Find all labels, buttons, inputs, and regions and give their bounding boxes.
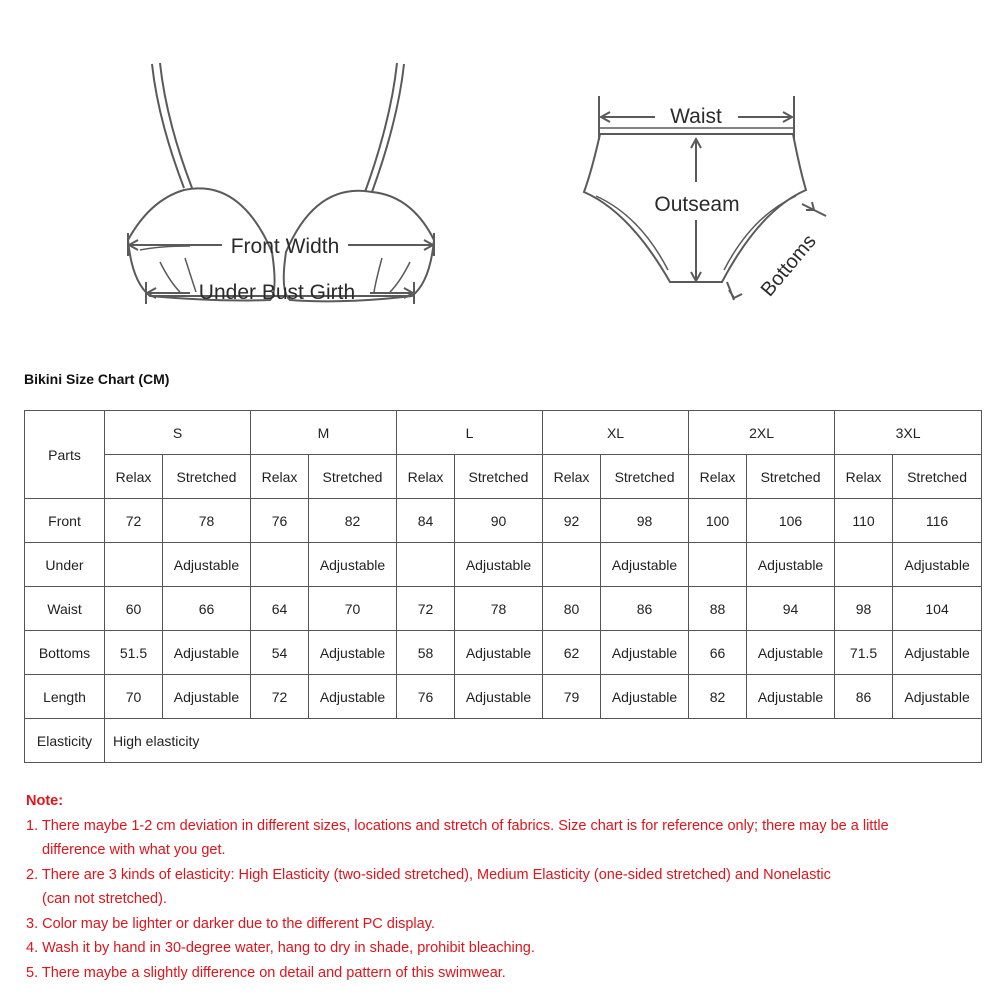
elasticity-value: High elasticity — [105, 719, 982, 763]
table-cell: Adjustable — [747, 675, 835, 719]
table-cell: 94 — [747, 587, 835, 631]
table-cell: Adjustable — [309, 675, 397, 719]
table-cell: 72 — [251, 675, 309, 719]
table-cell: 80 — [543, 587, 601, 631]
table-cell: 70 — [105, 675, 163, 719]
outseam-label: Outseam — [654, 193, 740, 216]
note-item: 3. Color may be lighter or darker due to the different PC display. — [26, 915, 435, 932]
note-item: 4. Wash it by hand in 30-degree water, hang to dry in shade, prohibit bleaching. — [26, 940, 535, 956]
relax-header: Relax — [689, 455, 747, 499]
table-cell: Adjustable — [747, 543, 835, 587]
table-cell: Adjustable — [601, 675, 689, 719]
size-header-row — [25, 411, 982, 455]
bottoms-label: Bottoms — [756, 230, 821, 301]
stretched-header: Stretched — [163, 455, 251, 499]
bikini-top-diagram — [128, 63, 434, 304]
table-cell: 76 — [397, 675, 455, 719]
table-cell — [543, 543, 601, 587]
table-cell — [835, 543, 893, 587]
size-chart-title: Bikini Size Chart (CM) — [24, 371, 170, 387]
table-cell: Adjustable — [601, 543, 689, 587]
table-cell — [397, 543, 455, 587]
notes-list — [26, 814, 986, 986]
stretched-header: Stretched — [893, 455, 982, 499]
notes-section — [26, 789, 986, 985]
table-cell: 88 — [689, 587, 747, 631]
table-cell: 98 — [835, 587, 893, 631]
row-label: Waist — [25, 587, 105, 631]
table-cell: Adjustable — [893, 631, 982, 675]
relax-header: Relax — [105, 455, 163, 499]
table-cell: 72 — [397, 587, 455, 631]
table-cell: 51.5 — [105, 631, 163, 675]
notes-heading: Note: — [26, 793, 64, 809]
table-cell: 90 — [455, 499, 543, 543]
table-cell: 62 — [543, 631, 601, 675]
table-cell: 78 — [163, 499, 251, 543]
sub-header-row — [25, 455, 982, 499]
table-row — [25, 587, 982, 631]
table-cell: 71.5 — [835, 631, 893, 675]
table-cell: 54 — [251, 631, 309, 675]
table-cell: Adjustable — [309, 631, 397, 675]
table-row — [25, 543, 982, 587]
table-cell: Adjustable — [163, 675, 251, 719]
stretched-header: Stretched — [601, 455, 689, 499]
table-row — [25, 675, 982, 719]
table-cell: 78 — [455, 587, 543, 631]
note-continuation: difference with what you get. — [42, 842, 226, 858]
table-cell — [689, 543, 747, 587]
table-cell: 66 — [689, 631, 747, 675]
table-cell: Adjustable — [747, 631, 835, 675]
table-cell: 98 — [601, 499, 689, 543]
table-cell: Adjustable — [163, 631, 251, 675]
front-width-label: Front Width — [230, 235, 340, 258]
table-row — [25, 499, 982, 543]
table-cell: Adjustable — [601, 631, 689, 675]
table-cell: 66 — [163, 587, 251, 631]
table-cell: Adjustable — [455, 543, 543, 587]
size-header: M — [251, 411, 397, 455]
table-cell: 106 — [747, 499, 835, 543]
table-cell: Adjustable — [893, 543, 982, 587]
table-cell: 60 — [105, 587, 163, 631]
measurement-diagram — [0, 0, 1001, 345]
row-label: Length — [25, 675, 105, 719]
parts-header: Parts — [25, 411, 105, 499]
table-cell: 72 — [105, 499, 163, 543]
table-cell: 110 — [835, 499, 893, 543]
waist-label: Waist — [670, 105, 722, 128]
table-cell: Adjustable — [309, 543, 397, 587]
elasticity-label: Elasticity — [25, 719, 105, 763]
row-label: Bottoms — [25, 631, 105, 675]
note-item: 1. There maybe 1-2 cm deviation in different sizes, locations and stretch of fabrics. Size chart is for reference only; there may be a little — [26, 817, 889, 834]
table-cell: 64 — [251, 587, 309, 631]
table-cell — [105, 543, 163, 587]
stretched-header: Stretched — [747, 455, 835, 499]
table-cell: 82 — [309, 499, 397, 543]
table-cell: 86 — [601, 587, 689, 631]
size-header: S — [105, 411, 251, 455]
row-label: Under — [25, 543, 105, 587]
table-cell: 104 — [893, 587, 982, 631]
note-item: 2. There are 3 kinds of elasticity: High Elasticity (two-sided stretched), Medium Elasticity (one-sided stretched) and Nonelastic — [26, 866, 831, 883]
size-chart-table — [24, 410, 982, 763]
table-cell: 100 — [689, 499, 747, 543]
row-label: Front — [25, 499, 105, 543]
table-cell: 92 — [543, 499, 601, 543]
table-cell: Adjustable — [455, 675, 543, 719]
table-cell: Adjustable — [893, 675, 982, 719]
stretched-header: Stretched — [309, 455, 397, 499]
table-cell: 86 — [835, 675, 893, 719]
table-cell: Adjustable — [455, 631, 543, 675]
table-cell: 82 — [689, 675, 747, 719]
table-cell: 76 — [251, 499, 309, 543]
under-bust-girth-label: Under Bust Girth — [198, 281, 356, 304]
size-header: XL — [543, 411, 689, 455]
table-cell: 70 — [309, 587, 397, 631]
table-cell: 58 — [397, 631, 455, 675]
relax-header: Relax — [251, 455, 309, 499]
relax-header: Relax — [397, 455, 455, 499]
table-cell: 79 — [543, 675, 601, 719]
size-header: 3XL — [835, 411, 982, 455]
stretched-header: Stretched — [455, 455, 543, 499]
relax-header: Relax — [835, 455, 893, 499]
note-item: 5. There maybe a slightly difference on detail and pattern of this swimwear. — [26, 964, 506, 981]
elasticity-row — [25, 719, 982, 763]
table-cell: Adjustable — [163, 543, 251, 587]
table-cell: 116 — [893, 499, 982, 543]
table-cell: 84 — [397, 499, 455, 543]
size-header: 2XL — [689, 411, 835, 455]
note-continuation: (can not stretched). — [42, 891, 167, 907]
table-cell — [251, 543, 309, 587]
size-header: L — [397, 411, 543, 455]
table-row — [25, 631, 982, 675]
relax-header: Relax — [543, 455, 601, 499]
